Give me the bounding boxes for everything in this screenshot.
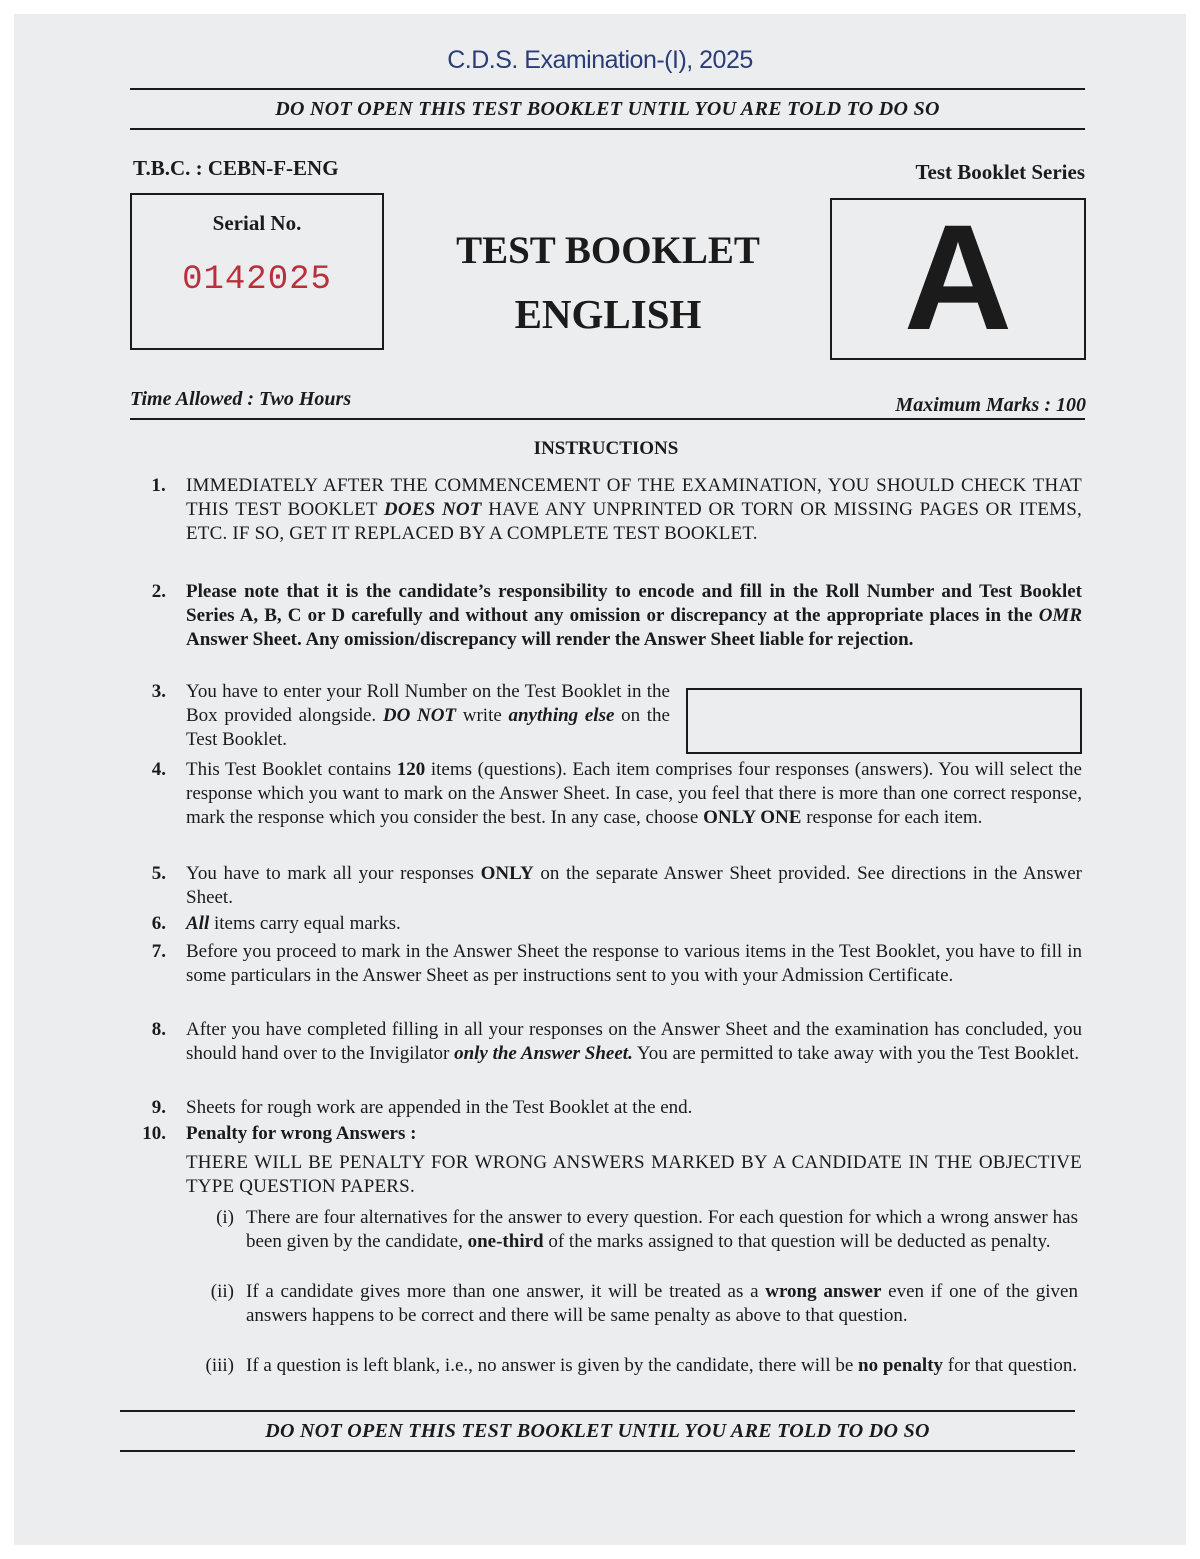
- item-emphasis: ONLY: [480, 863, 534, 884]
- item-text: You have to enter your Roll Number on the Test Booklet in the Box provided alongside.: [186, 681, 670, 726]
- item-number: 5.: [151, 863, 166, 884]
- sub-item-text: for that question.: [943, 1355, 1078, 1376]
- item-text: IMMEDIATELY AFTER THE COMMENCEMENT OF THE EXAMINATION, YOU SHOULD CHECK THAT THIS TEST BOOKLET: [186, 475, 1082, 520]
- header-rule: [130, 418, 1085, 420]
- time-allowed: Time Allowed : Two Hours: [130, 388, 352, 410]
- serial-number-box: [130, 193, 384, 350]
- top-rule-upper: [130, 88, 1085, 90]
- item-text: You have to mark all your responses: [186, 863, 481, 884]
- sub-item-number: (i): [216, 1207, 234, 1228]
- item-emphasis: DO NOT: [382, 705, 457, 726]
- exam-title: C.D.S. Examination-(I), 2025: [447, 46, 753, 74]
- item-number: 3.: [151, 681, 166, 702]
- item-emphasis: only the Answer Sheet.: [454, 1043, 633, 1064]
- item-text: You are permitted to take away with you the Test Booklet.: [632, 1043, 1080, 1064]
- sub-item-emphasis: no penalty: [858, 1355, 944, 1376]
- instruction-item-5: [130, 862, 1082, 910]
- item-text: This Test Booklet contains: [186, 759, 397, 780]
- tbc-code: T.B.C. : CEBN-F-ENG: [133, 156, 339, 180]
- item-text: items carry equal marks.: [209, 913, 401, 934]
- item-number: 1.: [151, 475, 166, 496]
- instruction-item-10: [130, 1122, 1082, 1199]
- serial-number: 0142025: [182, 261, 332, 299]
- instructions-heading: INSTRUCTIONS: [533, 438, 679, 459]
- warning-bottom: DO NOT OPEN THIS TEST BOOKLET UNTIL YOU ARE TOLD TO DO SO: [265, 1420, 930, 1442]
- sub-item-number: (ii): [210, 1281, 234, 1302]
- instruction-item-7: [130, 940, 1082, 988]
- series-letter: A: [903, 193, 1013, 361]
- test-booklet-series-label: Test Booklet Series: [915, 160, 1085, 184]
- item-number: 10.: [142, 1123, 166, 1144]
- item-emphasis: ONLY ONE: [703, 807, 802, 828]
- bottom-rule-lower: [120, 1450, 1075, 1452]
- sub-item-text: If a candidate gives more than one answer, it will be treated as a: [246, 1281, 766, 1302]
- item-text: Sheets for rough work are appended in the Test Booklet at the end.: [186, 1097, 693, 1118]
- item-emphasis: All: [186, 913, 210, 934]
- item-text: Please note that it is the candidate’s responsibility to encode and fill in the Roll Number and Test Booklet Series A, B, C or D carefully and without any omission or discrepancy at the appropriate places in the: [186, 581, 1082, 626]
- instruction-item-8: [130, 1018, 1082, 1066]
- item-text: write: [456, 705, 509, 726]
- item-number: 6.: [151, 913, 166, 934]
- item-text: Answer Sheet. Any omission/discrepancy will render the Answer Sheet liable for rejection.: [186, 629, 914, 650]
- item-text: Before you proceed to mark in the Answer Sheet the response to various items in the Test Booklet, you have to fill in some particulars in the Answer Sheet as per instructions sent to you with your Admission Certificate.: [186, 941, 1082, 986]
- instruction-item-1: [130, 474, 1082, 546]
- item-number: 4.: [151, 759, 166, 780]
- item-emphasis: anything else: [508, 705, 615, 726]
- bottom-rule-upper: [120, 1410, 1075, 1412]
- instruction-item-9: [130, 1096, 1082, 1120]
- serial-label: Serial No.: [212, 211, 302, 235]
- sub-item-text: of the marks assigned to that question will be deducted as penalty.: [543, 1231, 1051, 1252]
- series-box: [830, 193, 1086, 361]
- roll-number-box[interactable]: [686, 688, 1082, 754]
- item-emphasis: 120: [396, 759, 426, 780]
- warning-top: DO NOT OPEN THIS TEST BOOKLET UNTIL YOU ARE TOLD TO DO SO: [275, 98, 940, 120]
- item-text: items (questions). Each item comprises four responses (answers). You will select the response which you want to mark on the Answer Sheet. In case, you feel that there is more than one correct response, mark the response which you consider the best. In any case, choose: [186, 759, 1082, 828]
- sub-item-number: (iii): [205, 1355, 234, 1376]
- sub-item-text: There are four alternatives for the answer to every question. For each question for which a wrong answer has been given by the candidate,: [246, 1207, 1078, 1252]
- item-emphasis: OMR: [1038, 605, 1082, 626]
- penalty-sub-item-3: [188, 1354, 1078, 1378]
- penalty-title: Penalty for wrong Answers :: [186, 1123, 417, 1144]
- top-rule-lower: [130, 128, 1085, 130]
- sub-item-emphasis: wrong answer: [765, 1281, 882, 1302]
- penalty-caps-text: THERE WILL BE PENALTY FOR WRONG ANSWERS MARKED BY A CANDIDATE IN THE OBJECTIVE TYPE QUESTION PAPERS.: [186, 1152, 1082, 1197]
- instruction-item-4: [130, 758, 1082, 830]
- sub-item-emphasis: one-third: [467, 1231, 544, 1252]
- item-number: 7.: [151, 941, 166, 962]
- item-number: 8.: [151, 1019, 166, 1040]
- item-text: HAVE ANY UNPRINTED OR TORN OR MISSING PAGES OR ITEMS, ETC. IF SO, GET IT REPLACED BY A COMPLETE TEST BOOKLET.: [186, 499, 1082, 544]
- instruction-item-6: [130, 912, 1082, 936]
- booklet-title: TEST BOOKLET: [456, 229, 760, 272]
- item-text: After you have completed filling in all your responses on the Answer Sheet and the examination has concluded, you should hand over to the Invigilator: [186, 1019, 1082, 1064]
- penalty-sub-item-2: [188, 1280, 1078, 1328]
- instruction-item-3: [130, 680, 670, 752]
- item-number: 2.: [151, 581, 166, 602]
- item-text: response for each item.: [801, 807, 983, 828]
- instruction-item-2: [130, 580, 1082, 652]
- item-text: on the separate Answer Sheet provided. See directions in the Answer Sheet.: [186, 863, 1082, 908]
- item-text: on the Test Booklet.: [186, 705, 670, 750]
- maximum-marks: Maximum Marks : 100: [895, 394, 1086, 416]
- item-emphasis: DOES NOT: [383, 499, 482, 520]
- subject-title: ENGLISH: [514, 291, 702, 337]
- sub-item-text: even if one of the given answers happens to be correct and there will be same penalty as above to that question.: [246, 1281, 1078, 1326]
- item-number: 9.: [151, 1097, 166, 1118]
- penalty-sub-item-1: [188, 1206, 1078, 1254]
- sub-item-text: If a question is left blank, i.e., no answer is given by the candidate, there will be: [246, 1355, 859, 1376]
